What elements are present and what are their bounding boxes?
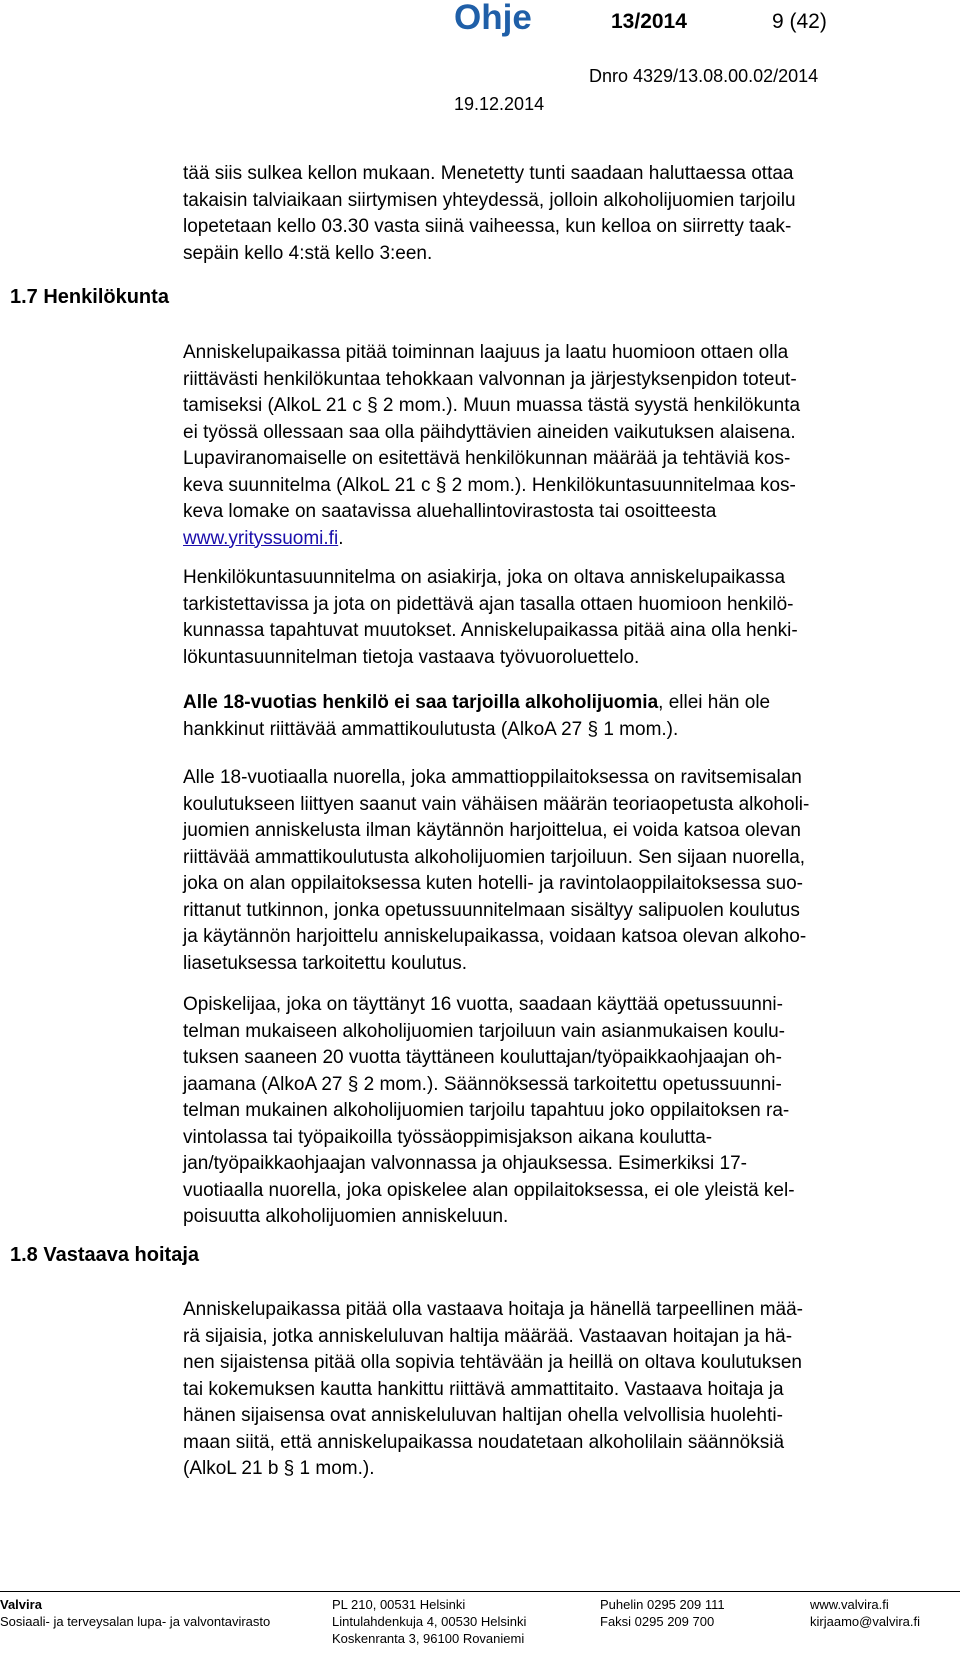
footer-fax: Faksi 0295 209 700 — [600, 1614, 715, 1629]
intro-paragraph — [183, 161, 943, 267]
text-line: riittävää ammattikoulutusta alkoholijuomien tarjoiluun. Sen sijaan nuorella, — [183, 846, 806, 868]
text-line: telman mukaiseen alkoholijuomien tarjoiluun vain asianmukaisen koulu- — [183, 1020, 785, 1042]
text-line: poisuutta alkoholijuomien anniskeluun. — [183, 1206, 509, 1227]
diary-number: Dnro 4329/13.08.00.02/2014 — [589, 66, 819, 86]
text-line: Opiskelijaa, joka on täyttänyt 16 vuotta, saadaan käyttää opetussuunni- — [183, 994, 783, 1015]
text-line: ei työssä ollessaan saa olla päihdyttävien aineiden vaikutuksen alaisena. — [183, 421, 796, 443]
text-line: tää siis sulkea kellon mukaan. Menetetty tunti saadaan haluttaessa ottaa — [183, 163, 794, 184]
text-line: telman mukainen alkoholijuomien tarjoilu tapahtuu joko oppilaitoksen ra- — [183, 1100, 790, 1121]
text-line: Anniskelupaikassa pitää toiminnan laajuus ja laatu huomioon ottaen olla — [183, 342, 789, 363]
footer-divider — [0, 1591, 960, 1592]
text-line: hänen sijaisensa ovat anniskeluluvan haltijan ohella velvollisia huolehti- — [183, 1405, 783, 1426]
document-date: 19.12.2014 — [454, 94, 545, 114]
henkilokunta-paragraph-3 — [183, 690, 943, 743]
footer-website-link[interactable]: www.valvira.fi — [810, 1597, 889, 1612]
footer-address-line: Koskenranta 3, 96100 Rovaniemi — [332, 1631, 525, 1646]
text-line: Alle 18-vuotiaalla nuorella, joka ammattioppilaitoksessa on ravitsemisalan — [183, 767, 802, 788]
section-heading-vastaava-hoitaja: 1.8 Vastaava hoitaja — [10, 1244, 200, 1266]
footer-phone: Puhelin 0295 209 111 — [600, 1597, 725, 1612]
text-line: vintolassa tai työpaikoilla työssäoppimisjakson aikana koulutta- — [183, 1126, 713, 1148]
link-trailing-period: . — [338, 527, 344, 549]
age-restriction-emphasis: Alle 18-vuotias henkilö ei saa tarjoilla alkoholijuomia — [183, 692, 659, 713]
text-line: lopetetaan kello 03.30 vasta siinä vaiheessa, kun kelloa on siirretty taak- — [183, 216, 792, 237]
text-line: ja käytännön harjoittelu anniskelupaikassa, voidaan katsoa olevan alkoho- — [183, 926, 807, 947]
footer-org-full-name: Sosiaali- ja terveysalan lupa- ja valvontavirasto — [0, 1614, 271, 1629]
vastaava-hoitaja-paragraph — [183, 1297, 943, 1483]
text-line: juomien anniskelusta ilman käytännön harjoittelua, ei voida katsoa olevan — [183, 820, 801, 841]
text-line: takaisin talviaikaan siirtymisen yhteydessä, jolloin alkoholijuomien tarjoilu — [183, 189, 796, 211]
footer-email-link[interactable]: kirjaamo@valvira.fi — [810, 1614, 920, 1629]
footer-org-name: Valvira — [0, 1597, 42, 1612]
text-line: rittanut tutkinnon, jonka opetussuunnitelmaan sisältyy salipuolen koulutus — [183, 899, 800, 921]
footer-contact — [810, 1596, 920, 1630]
text-line: tamiseksi (AlkoL 21 c § 2 mom.). Muun muassa tästä syystä henkilökunta — [183, 395, 801, 416]
henkilokunta-paragraph-2 — [183, 565, 943, 671]
text-line: maan siitä, että anniskelupaikassa noudatetaan alkoholilain säännöksiä — [183, 1431, 785, 1453]
document-type-title: Ohje — [454, 0, 532, 37]
text-line: tai kokemuksen kautta hankittu riittävä ammattitaito. Vastaava hoitaja ja — [183, 1378, 784, 1400]
text-line: sepäin kello 4:stä kello 3:een. — [183, 242, 433, 264]
section-heading-henkilokunta: 1.7 Henkilökunta — [10, 286, 169, 308]
text-line: kunnassa tapahtuvat muutokset. Anniskelupaikassa pitää aina olla henki- — [183, 620, 798, 641]
yrityssuomi-link[interactable]: www.yrityssuomi.fi — [183, 527, 339, 549]
text-line: Anniskelupaikassa pitää olla vastaava hoitaja ja hänellä tarpeellinen mää- — [183, 1299, 804, 1320]
text-line: Henkilökuntasuunnitelma on asiakirja, joka on oltava anniskelupaikassa — [183, 567, 786, 588]
text-line: lökuntasuunnitelman tietoja vastaava työvuoroluettelo. — [183, 646, 640, 668]
text-fragment: , ellei hän ole — [658, 692, 771, 713]
henkilokunta-paragraph-1 — [183, 340, 943, 552]
text-line: nen sijaistensa pitää olla sopivia tehtävään ja heillä on oltava koulutuksen — [183, 1352, 802, 1373]
text-line — [183, 690, 943, 717]
text-line: joka on alan oppilaitoksessa kuten hotelli- ja ravintolaoppilaitoksessa suo- — [183, 873, 803, 894]
text-line: keva suunnitelma (AlkoL 21 c § 2 mom.). Henkilökuntasuunnitelmaa kos- — [183, 474, 796, 496]
footer-organization — [0, 1596, 270, 1630]
text-line: liasetuksessa tarkoitettu koulutus. — [183, 952, 468, 974]
text-line: riittävästi henkilökuntaa tehokkaan valvonnan ja järjestyksenpidon toteut- — [183, 368, 797, 390]
text-line: tarkistettavissa ja jota on pidettävä ajan tasalla ottaen huomioon henkilö- — [183, 593, 794, 615]
henkilokunta-paragraph-5 — [183, 992, 943, 1231]
document-number: 13/2014 — [611, 10, 687, 33]
text-line: jaamana (AlkoA 27 § 2 mom.). Säännöksessä tarkoitettu opetussuunni- — [183, 1073, 782, 1095]
page-number: 9 (42) — [772, 10, 827, 33]
text-line: (AlkoL 21 b § 1 mom.). — [183, 1458, 375, 1479]
henkilokunta-paragraph-4 — [183, 765, 943, 977]
footer-addresses — [332, 1596, 526, 1647]
text-line: tuksen saaneen 20 vuotta täyttäneen kouluttajan/työpaikkaohjaajan oh- — [183, 1047, 782, 1068]
text-line — [183, 526, 943, 553]
text-line: Lupaviranomaiselle on esitettävä henkilökunnan määrää ja tehtäviä kos- — [183, 448, 791, 469]
text-line: hankkinut riittävää ammattikoulutusta (AlkoA 27 § 1 mom.). — [183, 718, 679, 740]
footer-phone-fax — [600, 1596, 725, 1630]
text-line: jan/työpaikkaohjaajan valvonnassa ja ohjauksessa. Esimerkiksi 17- — [183, 1153, 747, 1174]
text-line: koulutukseen liittyen saanut vain vähäisen määrän teoriaopetusta alkoholi- — [183, 793, 810, 815]
text-line: keva lomake on saatavissa aluehallintovirastosta tai osoitteesta — [183, 501, 717, 522]
text-line: vuotiaalla nuorella, joka opiskelee alan oppilaitoksessa, ei ole yleistä kel- — [183, 1179, 795, 1201]
footer-address-line: Lintulahdenkuja 4, 00530 Helsinki — [332, 1614, 527, 1629]
text-line: rä sijaisia, jotka anniskeluluvan haltija määrää. Vastaavan hoitajan ja hä- — [183, 1325, 793, 1347]
footer-address-line: PL 210, 00531 Helsinki — [332, 1597, 466, 1612]
